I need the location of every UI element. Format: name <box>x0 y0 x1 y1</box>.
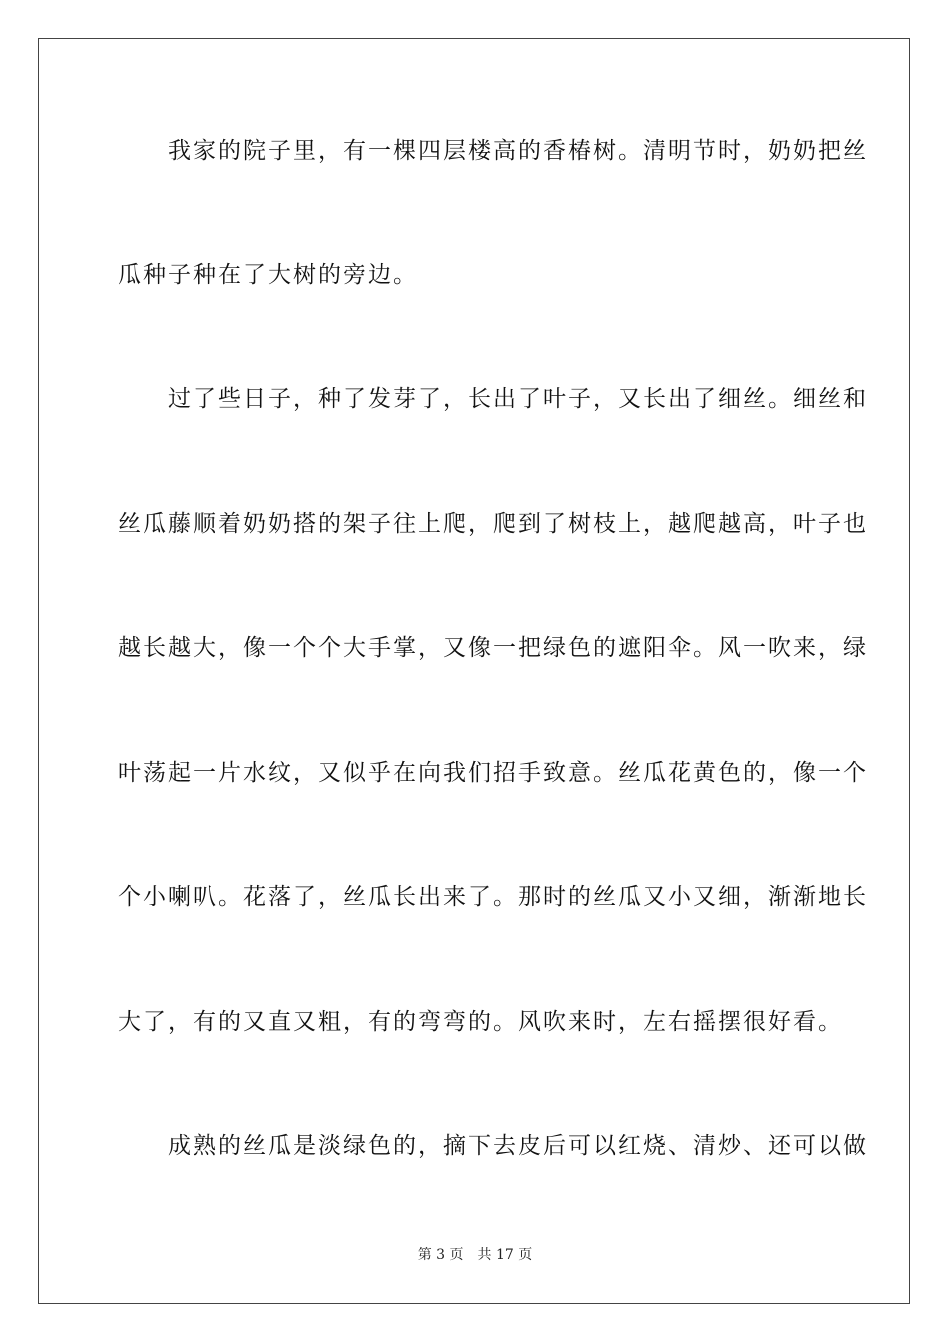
page-total: 共 17 页 <box>477 1247 533 1263</box>
text-line-9: 成熟的丝瓜是淡绿色的，摘下去皮后可以红烧、清炒、还可以做 <box>118 1133 868 1159</box>
page-number: 第 3 页 <box>417 1247 464 1263</box>
text-line-1: 我家的院子里，有一棵四层楼高的香椿树。清明节时，奶奶把丝 <box>118 138 868 164</box>
text-line-2: 瓜种子种在了大树的旁边。 <box>118 262 418 288</box>
page-border <box>38 38 910 1304</box>
text-line-5: 越长越大，像一个个大手掌，又像一把绿色的遮阳伞。风一吹来，绿 <box>118 635 868 661</box>
page-footer <box>0 1246 950 1264</box>
text-line-6: 叶荡起一片水纹，又似乎在向我们招手致意。丝瓜花黄色的，像一个 <box>118 760 868 786</box>
text-line-4: 丝瓜藤顺着奶奶搭的架子往上爬，爬到了树枝上，越爬越高，叶子也 <box>118 511 868 537</box>
text-line-3: 过了些日子，种了发芽了，长出了叶子，又长出了细丝。细丝和 <box>118 386 868 412</box>
text-line-7: 个小喇叭。花落了，丝瓜长出来了。那时的丝瓜又小又细，渐渐地长 <box>118 884 868 910</box>
text-line-8: 大了，有的又直又粗，有的弯弯的。风吹来时，左右摇摆很好看。 <box>118 1009 843 1035</box>
